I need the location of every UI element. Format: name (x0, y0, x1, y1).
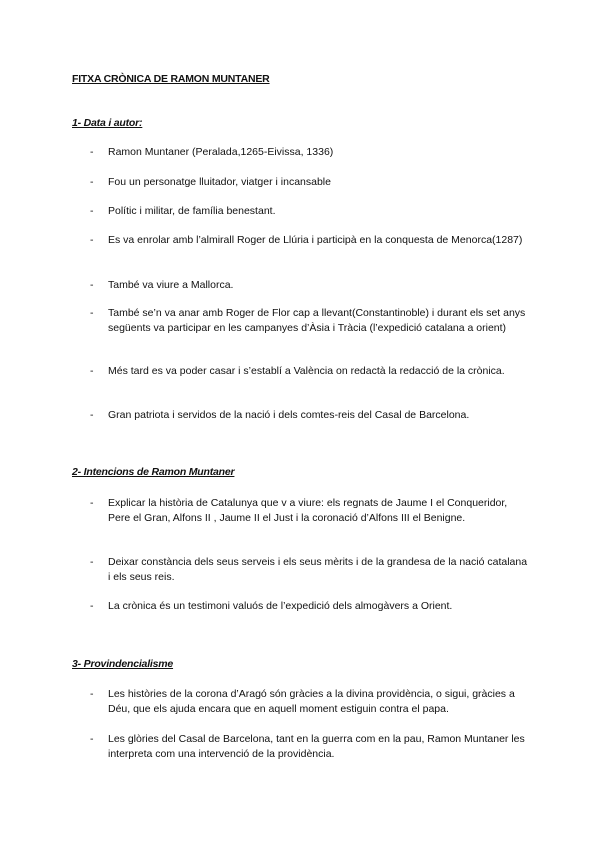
list-item (90, 408, 530, 423)
bullet-dash: - (90, 307, 94, 319)
section-heading-intencions: 2- Intencions de Ramon Muntaner (72, 466, 235, 478)
bullet-dash: - (90, 234, 94, 246)
list-item-text: Més tard es va poder casar i s’establí a València on redactà la redacció de la crònica. (108, 365, 505, 377)
bullet-dash: - (90, 600, 94, 612)
list-item (90, 555, 530, 585)
list-item (90, 687, 530, 717)
bullet-dash: - (90, 688, 94, 700)
list-item (90, 233, 530, 248)
bullet-dash: - (90, 365, 94, 377)
list-item (90, 599, 530, 614)
document-title: FITXA CRÒNICA DE RAMON MUNTANER (72, 73, 270, 85)
list-item-text: Deixar constància dels seus serveis i els seus mèrits i de la grandesa de la nació catalana i els seus reis. (108, 556, 528, 583)
bullet-dash: - (90, 205, 94, 217)
list-item-text: La crònica és un testimoni valuós de l’expedició dels almogàvers a Orient. (108, 600, 453, 612)
bullet-dash: - (90, 146, 94, 158)
list-item (90, 145, 530, 160)
list-item-text: També va viure a Mallorca. (108, 279, 234, 291)
bullet-dash: - (90, 556, 94, 568)
list-item (90, 732, 530, 762)
bullet-dash: - (90, 409, 94, 421)
bullet-dash: - (90, 279, 94, 291)
list-item (90, 496, 530, 526)
list-item-text: Ramon Muntaner (Peralada,1265-Eivissa, 1336) (108, 146, 334, 158)
list-item (90, 306, 530, 336)
list-item-text: Gran patriota i servidos de la nació i dels comtes-reis del Casal de Barcelona. (108, 409, 470, 421)
list-item-text: També se’n va anar amb Roger de Flor cap a llevant(Constantinoble) i durant els set anys següents va participar en les campanyes d’Àsia i Tràcia (l’expedició catalana a orient) (108, 307, 526, 334)
list-item (90, 364, 530, 379)
section-heading-providencialisme: 3- Provindencialisme (72, 658, 174, 670)
bullet-dash: - (90, 497, 94, 509)
list-item (90, 175, 530, 190)
list-item-text: Es va enrolar amb l’almirall Roger de Llúria i participà en la conquesta de Menorca(1287) (108, 234, 523, 246)
list-item-text: Polític i militar, de família benestant. (108, 205, 276, 217)
list-item-text: Les històries de la corona d’Aragó són gràcies a la divina providència, o sigui, gràcies a Déu, que els ajuda encara que en aquell moment estiguin contra el papa. (108, 688, 515, 715)
section-heading-data-autor: 1- Data i autor: (72, 117, 143, 129)
list-item (90, 204, 530, 219)
list-item-text: Explicar la història de Catalunya que v a viure: els regnats de Jaume I el Conqueridor, Pere el Gran, Alfons II , Jaume II el Just i la coronació d’Alfons III el Benigne. (108, 497, 508, 524)
list-item-text: Les glòries del Casal de Barcelona, tant en la guerra com en la pau, Ramon Muntaner les interpreta com una intervenció de la providència. (108, 733, 525, 760)
bullet-dash: - (90, 733, 94, 745)
list-item-text: Fou un personatge lluitador, viatger i incansable (108, 176, 331, 188)
bullet-dash: - (90, 176, 94, 188)
list-item (90, 278, 530, 293)
